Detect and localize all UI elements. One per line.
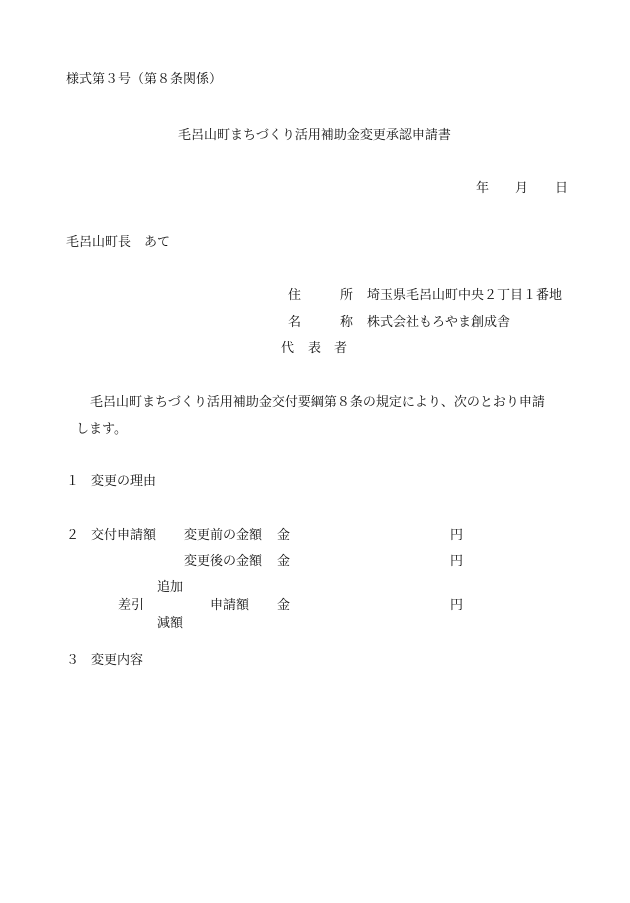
date-month-label: 月	[515, 181, 529, 196]
representative-label-char-1: 代	[281, 341, 295, 356]
section-3-number: ３	[66, 653, 80, 668]
section-3-label: 変更内容	[91, 653, 144, 668]
body-line-1: 毛呂山町まちづくり活用補助金交付要綱第８条の規定により、次のとおり申請	[90, 395, 545, 410]
form-label: 様式第３号（第８条関係）	[66, 72, 223, 87]
after-amount-yen: 円	[450, 554, 464, 569]
before-amount-label: 変更前の金額	[184, 528, 263, 543]
date-day-label: 日	[555, 181, 569, 196]
reduction-label: 減額	[157, 616, 184, 631]
before-amount-kin: 金	[277, 528, 291, 543]
section-2-number: ２	[66, 528, 80, 543]
representative-label-char-3: 者	[334, 341, 348, 356]
name-label-char-2: 称	[340, 315, 354, 330]
representative-label-char-2: 表	[308, 341, 322, 356]
section-1-label: 変更の理由	[91, 474, 157, 489]
before-amount-yen: 円	[450, 528, 464, 543]
document-title: 毛呂山町まちづくり活用補助金変更承認申請書	[178, 128, 451, 143]
date-year-label: 年	[476, 181, 490, 196]
after-amount-kin: 金	[277, 554, 291, 569]
name-value: 株式会社もろやま創成舎	[367, 315, 511, 330]
difference-amount-kin: 金	[277, 598, 291, 613]
addressee: 毛呂山町長 あて	[66, 235, 171, 250]
addition-label: 追加	[157, 580, 184, 595]
body-line-2: します。	[76, 422, 127, 437]
name-label-char-1: 名	[288, 315, 302, 330]
difference-amount-label: 申請額	[210, 598, 250, 613]
after-amount-label: 変更後の金額	[184, 554, 263, 569]
section-1-number: １	[66, 474, 80, 489]
section-2-label: 交付申請額	[91, 528, 157, 543]
address-value: 埼玉県毛呂山町中央２丁目１番地	[367, 288, 563, 303]
difference-amount-yen: 円	[450, 598, 464, 613]
address-label-char-2: 所	[340, 288, 354, 303]
difference-label: 差引	[118, 598, 145, 613]
address-label-char-1: 住	[288, 288, 302, 303]
